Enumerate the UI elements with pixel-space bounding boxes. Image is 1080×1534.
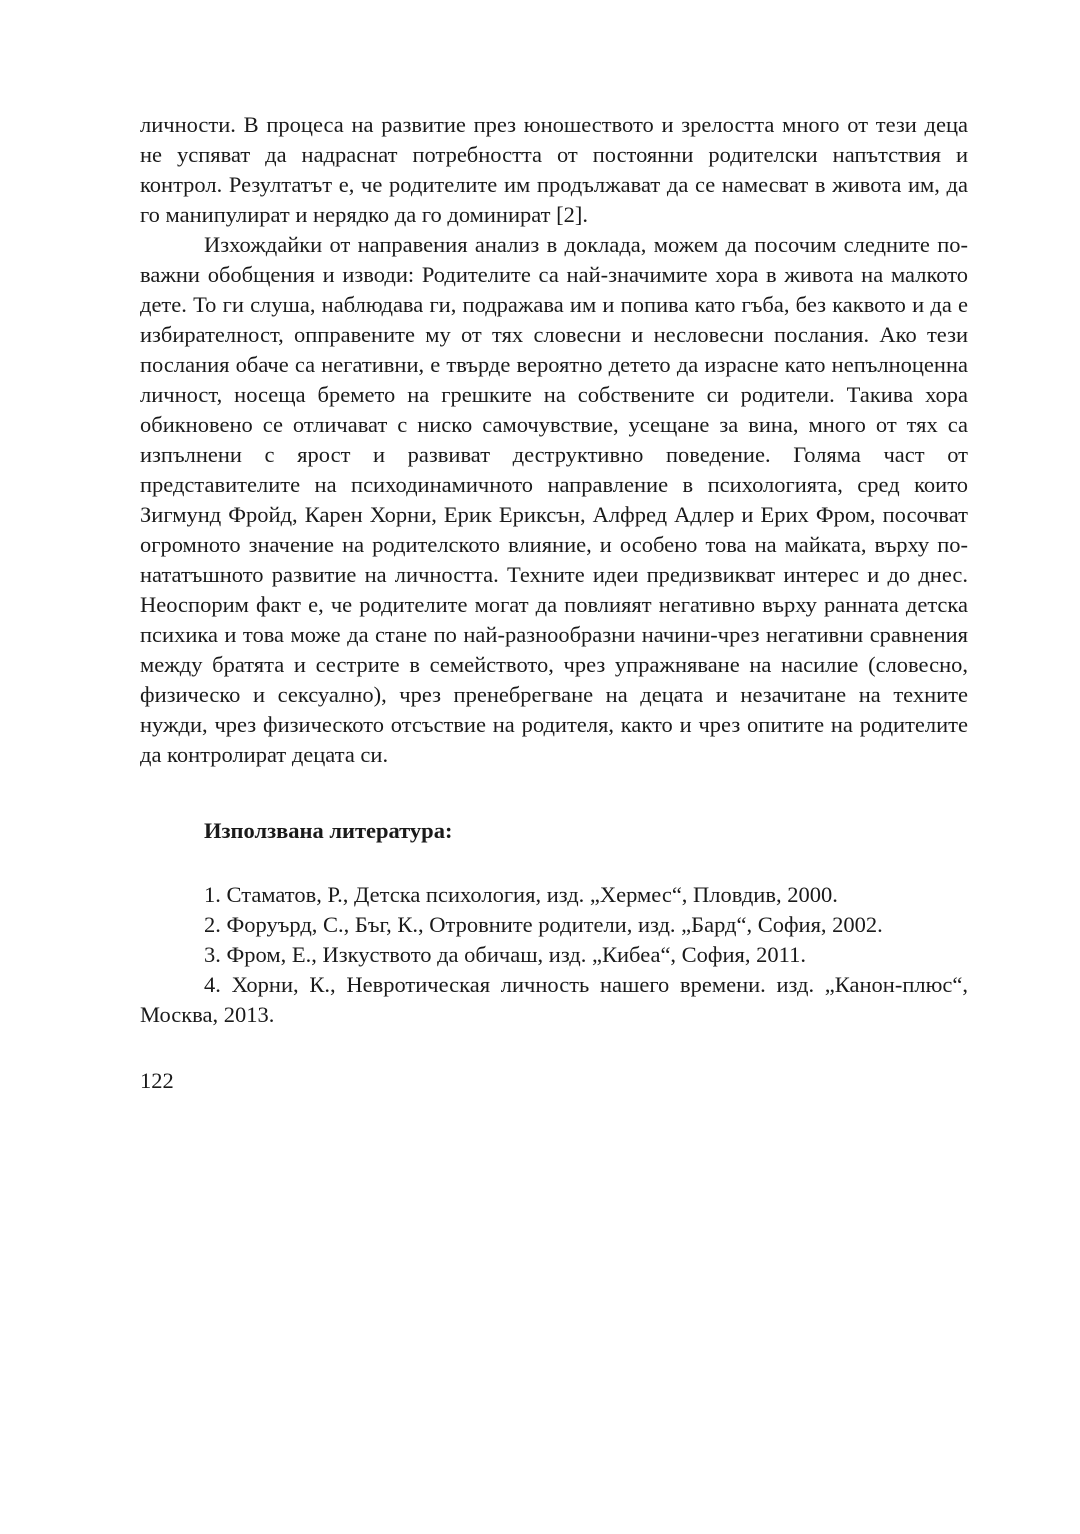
page-number: 122 [140, 1068, 174, 1093]
references-heading: Използвана литература: [204, 818, 453, 843]
body-text [140, 110, 968, 1030]
references-list [140, 880, 968, 1030]
reference-item: 2. Форуърд, С., Бъг, К., Отровните родители, изд. „Бард“, София, 2002. [204, 912, 883, 937]
paragraph-continuation: личности. В процеса на развитие през юношеството и зрелостта много от тези деца не успяват да надраснат потребността от постоянни родителски напътствия и контрол. Резултатът е, че родителите им продължават да се намесват в живота им, да го манипулират и нерядко да го доминират [2]. [140, 112, 968, 227]
paragraph-conclusions: Изхождайки от направения анализ в доклада, можем да посочим следните по-важни обобщения и изводи: Родителите са най-значимите хора в живота на малкото дете. То ги слуша, наблюдава ги, подражава им и попива като гъба, без каквото и да е избирателност, опправените му от тях словесни и несловесни послания. Ако тези послания обаче са негативни, е твърде вероятно детето да израсне като непълноценна личност, носеща бремето на грешките на собствените си родители. Такива хора обикновено се отличават с ниско самочувствие, усещане за вина, много от тях са изпълнени с ярост и развиват деструктивно поведение. Голяма част от представителите на психодинамичното направление в психологията, сред които Зигмунд Фройд, Карен Хорни, Ерик Ериксън, Алфред Адлер и Ерих Фром, посочват огромното значение на родителското влияние, и особено това на майката, върху по-нататъшното развитие на личността. Техните идеи предизвикват интерес и до днес. Неоспорим факт е, че родителите могат да повлияят негативно върху ранната детска психика и това може да стане по най-разнообразни начини-чрез негативни сравнения между братята и сестрите в семейството, чрез упражняване на насилие (словесно, физическо и сексуално), чрез пренебрегване на децата и незачитане на техните нужди, чрез физическото отсъствие на родителя, както и чрез опитите на родителите да контролират децата си. [140, 232, 968, 767]
reference-item: 3. Фром, Е., Изкуството да обичаш, изд. „Кибеа“, София, 2011. [204, 942, 806, 967]
reference-item: 4. Хорни, К., Невротическая личность нашего времени. изд. „Канон-плюс“, Москва, 2013. [140, 972, 968, 1027]
reference-item: 1. Стаматов, Р., Детска психология, изд. „Хермес“, Пловдив, 2000. [204, 882, 838, 907]
